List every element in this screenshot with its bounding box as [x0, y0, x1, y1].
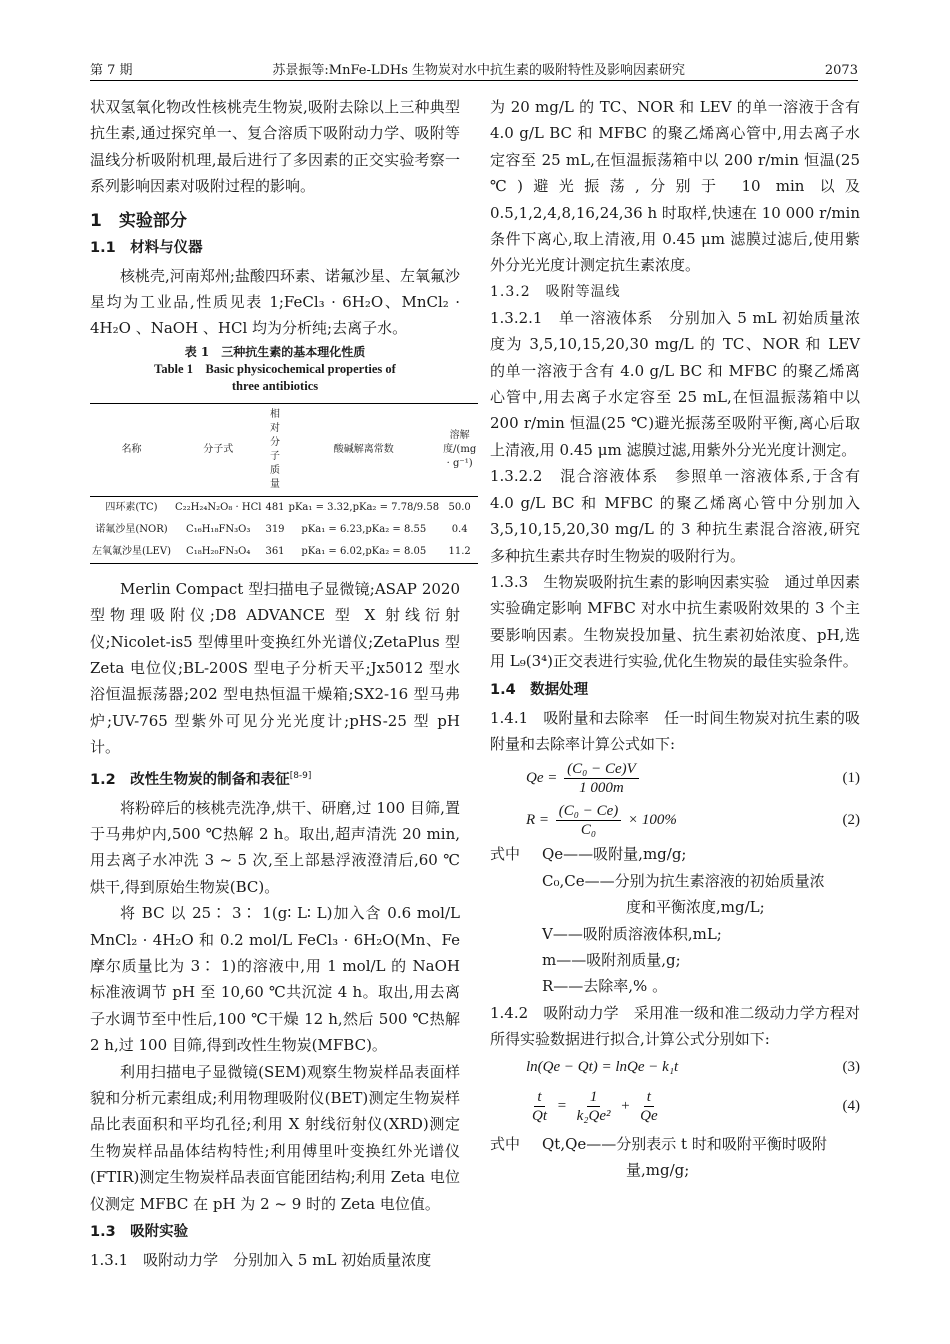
table-cell: pKa₁ = 3.32,pKa₂ = 7.78/9.58: [288, 501, 440, 513]
eq2-fraction: [556, 802, 622, 839]
equation-3: [490, 1053, 860, 1083]
table-cell: pKa₁ = 6.23,pKa₂ = 8.55: [301, 523, 427, 535]
eq4-mid-fraction: [574, 1088, 614, 1125]
section-heading-1-2: [90, 763, 460, 793]
definition-c0-ce-cont: 度和平衡浓度,mg/L;: [626, 898, 765, 917]
table-cell: C₁₈H₂₀FN₃O₄: [186, 545, 251, 557]
factors-paragraph: 1.3.3 生物炭吸附抗生素的影响因素实验 通过单因素实验确定影响 MFBC 对水中抗生素吸附效果的 3 个主要影响因素。生物炭投加量、抗生素初始浓度、pH,选用 L₉(3⁴)正交表进行实验,优化生物炭的最佳实验条件。: [490, 572, 860, 671]
eq1-numerator: (C₀ − Ce)V: [564, 760, 639, 779]
citation-ref: [8-9]: [289, 770, 312, 781]
table-caption-en-1: Table 1 Basic physicochemical properties of: [154, 361, 396, 376]
table-header-cell: 名称: [121, 443, 142, 455]
table-cell: C₂₂H₂₄N₂O₈ · HCl: [174, 501, 262, 513]
section-heading-1-1: 1.1 材料与仪器: [90, 239, 203, 256]
table-caption-en-2: three antibiotics: [231, 378, 319, 393]
section-heading-1-4: 1.4 数据处理: [490, 681, 589, 698]
table-header-cell: 溶解度/(mg · g⁻¹): [443, 429, 477, 469]
symbol-definitions-2: [490, 1131, 860, 1184]
antibiotics-table: [90, 403, 478, 564]
eq3-body: ln(Qe − Qt) = lnQe − k₁t: [526, 1059, 679, 1076]
table-header-cell: 相对分子质量: [270, 408, 280, 490]
eq2-number: (2): [842, 811, 860, 828]
adsorption-capacity-paragraph: 1.4.1 吸附量和去除率 任一时间生物炭对抗生素的吸附量和去除率计算公式如下:: [490, 708, 860, 753]
eq2-lhs: R =: [526, 811, 550, 828]
definition-qt-qe-cont: 量,mg/g;: [626, 1161, 690, 1179]
definition-m: m——吸附剂质量,g;: [542, 950, 681, 969]
page-number: 2073: [824, 63, 858, 78]
eq1-number: (1): [842, 769, 860, 786]
table-row: [90, 496, 478, 519]
eq4-mid-denominator: k₂Qe²: [576, 1108, 611, 1125]
right-column: [490, 94, 860, 1183]
definition-qe: Qe——吸附量,mg/g;: [542, 845, 687, 864]
eq2-denominator: C₀: [580, 821, 597, 838]
table-cell: 左氧氟沙星(LEV): [92, 545, 171, 557]
eq3-number: (3): [842, 1059, 860, 1076]
table-header-cell: 酸碱解离常数: [333, 443, 394, 455]
definition-qt-qe: Qt,Qe——分别表示 t 时和吸附平衡时吸附: [542, 1134, 827, 1153]
definition-r: R——去除率,% 。: [542, 977, 668, 996]
mixed-solution-paragraph: 1.3.2.2 混合溶液体系 参照单一溶液体系,于含有 4.0 g/L BC 和 MFBC 的聚乙烯离心管中分别加入 3,5,10,15,20,30 mg/L 的 3 种抗生素混合溶液,研究多种抗生素共存时生物炭的吸附行为。: [490, 467, 860, 565]
table-cell: 诺氟沙星(NOR): [95, 523, 168, 535]
eq4-plus: +: [620, 1098, 631, 1115]
equation-1: [490, 757, 860, 799]
eq4-mid-numerator: 1: [587, 1088, 601, 1107]
prep-paragraph-1: 将粉碎后的核桃壳洗净,烘干、研磨,过 100 目筛,置于马弗炉内,500 ℃热解 2 h。取出,超声清洗 20 min,用去离子水冲洗 3 ~ 5 次,至上部悬浮液澄清后,60 ℃烘干,得到原始生物炭(BC)。: [90, 798, 460, 896]
table-cell: 481: [265, 501, 285, 513]
eq1-denominator: 1 000m: [579, 779, 624, 796]
definition-v: V——吸附质溶液体积,mL;: [542, 924, 722, 943]
eq4-number: (4): [842, 1098, 860, 1115]
symbol-definitions: [490, 841, 860, 999]
eq4-right-denominator: Qe: [640, 1108, 658, 1125]
single-solution-paragraph: 1.3.2.1 单一溶液体系 分别加入 5 mL 初始质量浓度为 3,5,10,15,20,30 mg/L 的 TC、NOR 和 LEV 的单一溶液于含有 4.0 g/L BC 和 MFBC 的聚乙烯离心管中,用去离子水定容至 25 mL,在恒温振荡箱中以 200 r/min 恒温(25 ℃)避光振荡至吸附平衡,离心后取上清液,用 0.45 μm 滤膜过滤,用紫外分光光度计测定。: [490, 308, 860, 459]
where-label: 式中: [490, 845, 521, 864]
table-cell: 50.0: [448, 501, 471, 513]
table-cell: pKa₁ = 6.02,pKa₂ = 8.05: [301, 545, 427, 557]
section-heading-1-3: 1.3 吸附实验: [90, 1224, 189, 1241]
characterization-paragraph: 利用扫描电子显微镜(SEM)观察生物炭样品表面样貌和分析元素组成;利用物理吸附仪(BET)测定生物炭样品比表面积和平均孔径;利用 X 射线衍射仪(XRD)测定生物炭样品晶体结构特性;利用傅里叶变换红外光谱仪(FTIR)测定生物炭样品表面官能团结构;利用 Zeta 电位仪测定 MFBC 在 pH 为 2 ~ 9 时的 Zeta 电位值。: [90, 1062, 460, 1213]
equation-4: [490, 1083, 860, 1131]
section-heading-1-3-2: 1.3.2 吸附等温线: [490, 283, 621, 300]
running-header: [90, 54, 858, 78]
eq2-numerator: (C₀ − Ce): [556, 802, 622, 821]
table-cell: 0.4: [451, 523, 468, 535]
table-cell: C₁₆H₁₈FN₃O₃: [186, 523, 251, 535]
equation-2: [490, 799, 860, 841]
eq4-right-numerator: t: [644, 1088, 654, 1107]
kinetics-paragraph-start: 1.3.1 吸附动力学 分别加入 5 mL 初始质量浓度: [90, 1251, 432, 1270]
intro-paragraph: 状双氢氧化物改性核桃壳生物炭,吸附去除以上三种典型抗生素,通过探究单一、复合溶质下吸附动力学、吸附等温线分析吸附机理,最后进行了多因素的正交实验考察一系列影响因素对吸附过程的影响。: [90, 98, 460, 196]
left-column: [90, 94, 477, 1273]
table-header-cell: 分子式: [203, 443, 234, 455]
running-title: 苏景振等:MnFe-LDHs 生物炭对水中抗生素的吸附特性及影响因素研究: [272, 63, 686, 78]
section-heading-1-2-text: 1.2 改性生物炭的制备和表征: [90, 771, 290, 788]
where2-label: 式中: [490, 1134, 521, 1153]
materials-paragraph: 核桃壳,河南郑州;盐酸四环素、诺氟沙星、左氧氟沙星均为工业品,性质见表 1;FeCl₃ · 6H₂O、MnCl₂ · 4H₂O 、NaOH 、HCl 均为分析纯;去离子水。: [90, 266, 460, 338]
prep-paragraph-2: 将 BC 以 25∶ 3∶ 1(g∶ L∶ L)加入含 0.6 mol/L MnCl₂ · 4H₂O 和 0.2 mol/L FeCl₃ · 6H₂O(Mn、Fe 摩尔质量比为 3∶ 1)的溶液中,用 1 mol/L 的 NaOH 标准液调节 pH 至 10,60 ℃共沉淀 4 h。取出,用去离子水调节至中性后,100 ℃干燥 12 h,然后 500 ℃热解 2 h,过 100 目筛,得到改性生物炭(MFBC)。: [90, 904, 460, 1055]
kinetics-model-paragraph: 1.4.2 吸附动力学 采用准一级和准二级动力学方程对所得实验数据进行拟合,计算公式分别如下:: [490, 1003, 860, 1049]
table-row: [90, 541, 478, 564]
table-header-row: [90, 403, 478, 496]
table-cell: 319: [265, 523, 285, 535]
eq4-lhs-denominator: Qt: [532, 1108, 547, 1125]
definition-c0-ce: C₀,Ce——分别为抗生素溶液的初始质量浓: [542, 871, 825, 890]
table-cell: 11.2: [448, 545, 471, 557]
header-rule: [90, 80, 858, 81]
eq2-tail: × 100%: [628, 811, 677, 828]
instruments-paragraph: Merlin Compact 型扫描电子显微镜;ASAP 2020 型物理吸附仪;D8 ADVANCE 型 X 射线衍射仪;Nicolet-is5 型傅里叶变换红外光谱仪;ZetaPlus 型 Zeta 电位仪;BL-200S 型电子分析天平;Jx5012 型水浴恒温振荡器;202 型电热恒温干燥箱;SX2-16 型马弗炉;UV-765 型紫外可见分光光度计;pHS-25 型 pH 计。: [90, 579, 460, 757]
kinetics-paragraph-cont: 为 20 mg/L 的 TC、NOR 和 LEV 的单一溶液于含有 4.0 g/L BC 和 MFBC 的聚乙烯离心管中,用去离子水定容至 25 mL,在恒温振荡箱中以 200 r/min 恒温(25 ℃)避光振荡,分别于 10 min 以及 0.5,1,2,4,8,16,24,36 h 时取样,快速在 10 000 r/min 条件下离心,取上清液,用 0.45 μm 滤膜过滤后,使用紫外分光光度计测定抗生素浓度。: [490, 98, 860, 275]
table-cell: 四环素(TC): [105, 501, 158, 513]
table-caption-cn: 表 1 三种抗生素的基本理化性质: [184, 344, 366, 359]
eq4-right-fraction: [637, 1088, 661, 1125]
issue-number: 第 7 期: [90, 63, 133, 78]
eq1-fraction: [564, 760, 639, 797]
eq4-lhs-numerator: t: [534, 1088, 544, 1107]
eq4-lhs-fraction: [529, 1088, 550, 1125]
table-cell: 361: [265, 545, 285, 557]
section-heading-1: 1 实验部分: [90, 210, 187, 231]
eq1-lhs: Qe =: [526, 769, 558, 786]
table-row: [90, 519, 478, 541]
eq4-equals: =: [556, 1098, 567, 1115]
